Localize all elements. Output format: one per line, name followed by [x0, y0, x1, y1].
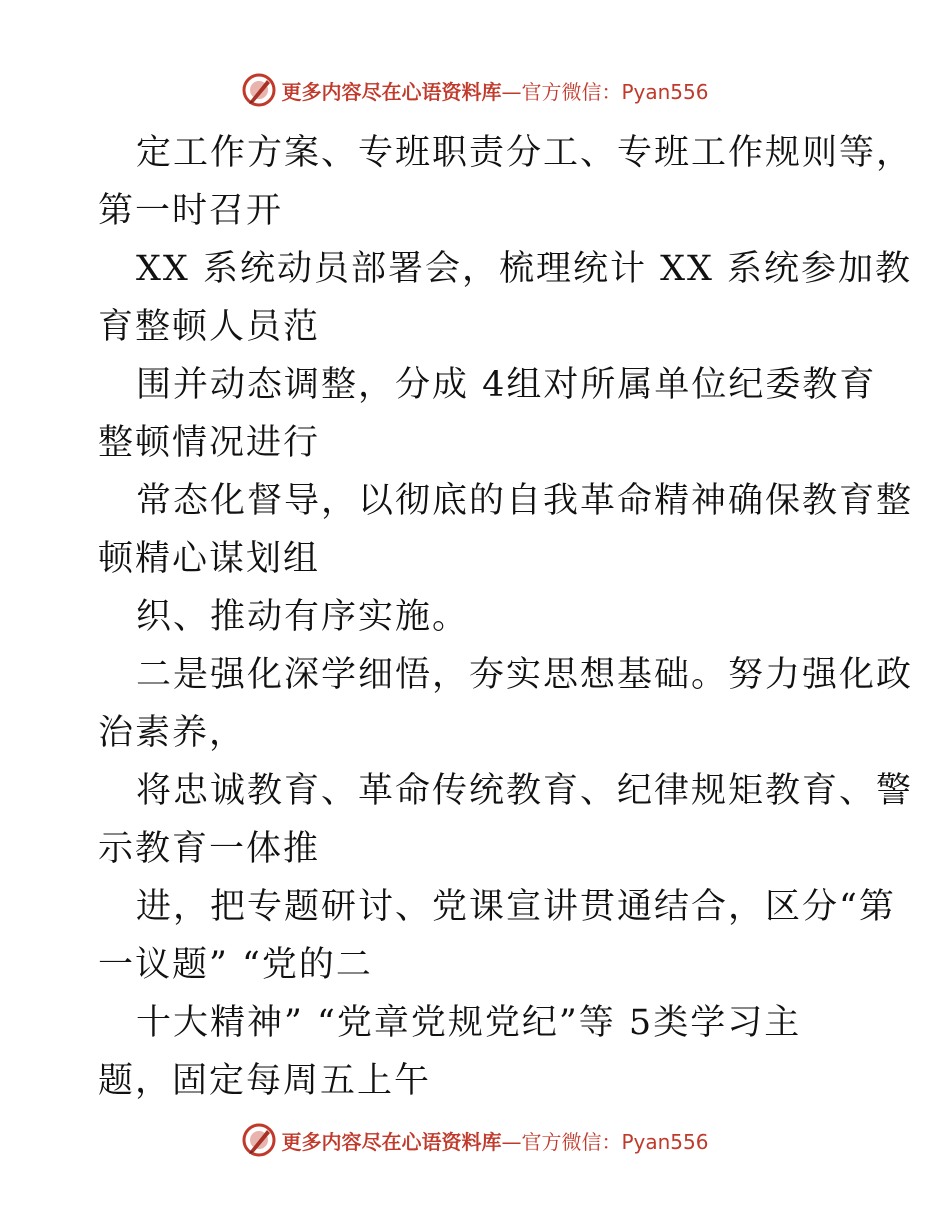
- text-line: 将忠诚教育、革命传统教育、纪律规矩教育、警: [136, 771, 914, 811]
- text-line: 进，把专题研讨、党课宣讲贯通结合，区分“第: [136, 887, 896, 927]
- text-line: 织、推动有序实施。: [136, 597, 470, 637]
- text-line: 一议题” “党的二: [98, 945, 373, 985]
- pen-seal-logo-icon: [241, 1122, 277, 1158]
- text-line: 题，固定每周五上午: [98, 1061, 432, 1101]
- text-line: 第一时召开: [98, 191, 284, 231]
- text-line: 治素养，: [98, 713, 247, 753]
- footer-banner-text: [281, 1126, 708, 1155]
- pen-seal-logo-icon: [241, 72, 277, 108]
- text-line: 常态化督导，以彻底的自我革命精神确保教育整: [136, 481, 914, 521]
- header-banner-main: 更多内容尽在心语资料库: [281, 79, 502, 104]
- text-line: 围并动态调整，分成 4组对所属单位纪委教育: [136, 365, 877, 405]
- footer-banner-separator: —: [501, 1129, 522, 1154]
- text-line: 十大精神” “党章党规党纪”等 5类学习主: [136, 1003, 802, 1043]
- header-banner: [0, 70, 950, 110]
- text-line: XX 系统动员部署会，梳理统计 XX 系统参加教: [136, 249, 913, 289]
- footer-banner-suffix: 官方微信：Pyan556: [521, 1129, 709, 1154]
- text-line: 示教育一体推: [98, 829, 321, 869]
- header-banner-text: [281, 76, 708, 105]
- text-line: 二是强化深学细悟，夯实思想基础。努力强化政: [136, 655, 914, 695]
- header-banner-separator: —: [501, 79, 522, 104]
- text-line: 定工作方案、专班职责分工、专班工作规则等，: [136, 133, 914, 173]
- body-text: [98, 124, 914, 1110]
- text-line: 育整顿人员范: [98, 307, 321, 347]
- footer-banner: [0, 1120, 950, 1160]
- text-line: 整顿情况进行: [98, 423, 321, 463]
- text-line: 顿精心谋划组: [98, 539, 321, 579]
- header-banner-suffix: 官方微信：Pyan556: [521, 79, 709, 104]
- footer-banner-main: 更多内容尽在心语资料库: [281, 1129, 502, 1154]
